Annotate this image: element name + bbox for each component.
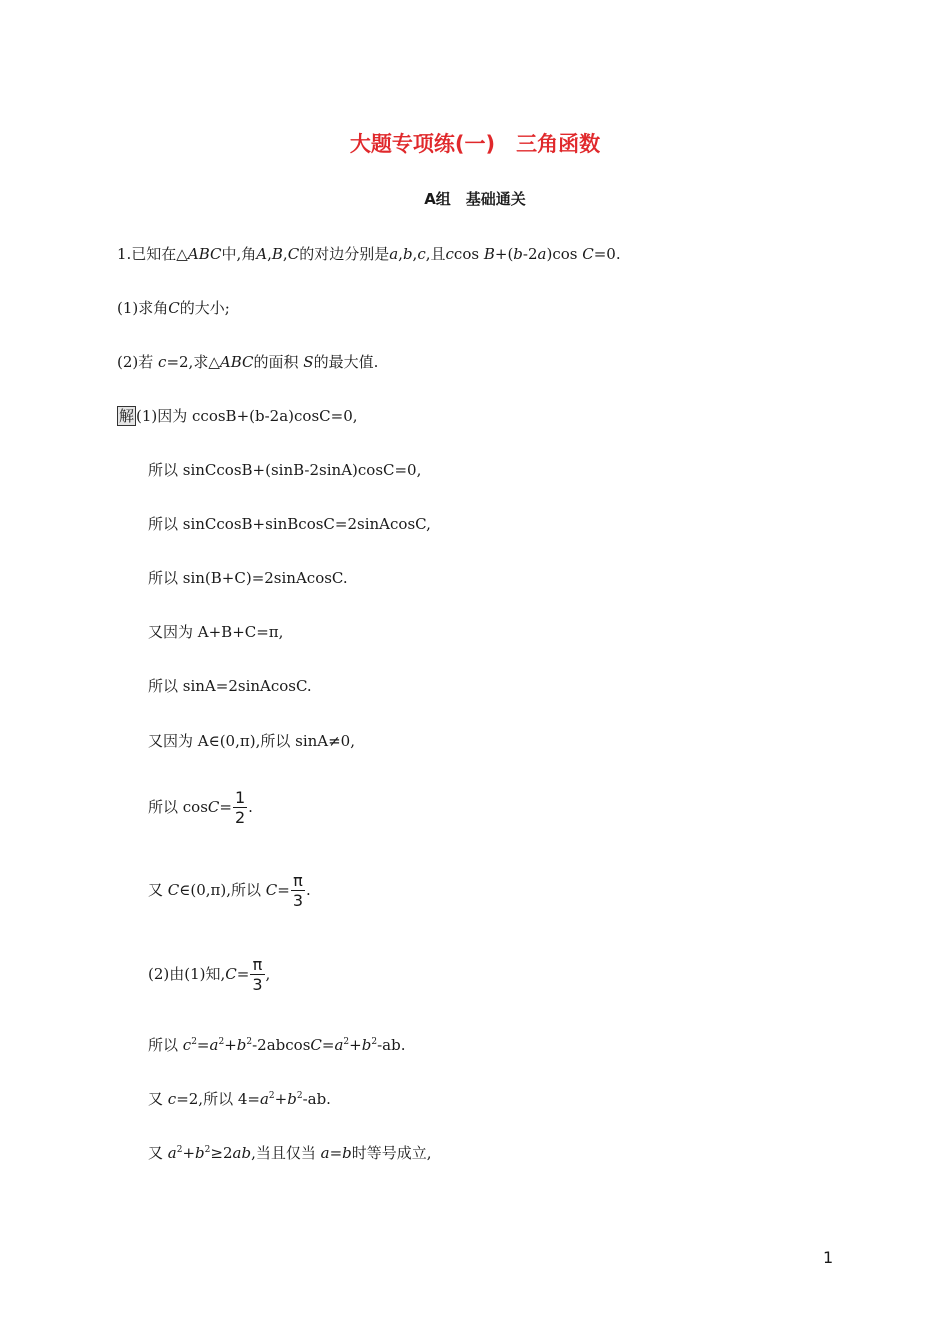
fraction-one-half: $\frac{1}{2}$ (234, 788, 246, 827)
page-number: 1 (823, 1248, 834, 1267)
problem-part-2: (2)若 c=2,求△ABC的面积 S的最大值. (117, 353, 379, 371)
solution-step-2: 所以 sinCcosB+(sinB-2sinA)cosC=0, (148, 461, 422, 479)
problem-part-1: (1)求角C的大小; (117, 299, 230, 317)
solution-step-7: 又因为 A∈(0,π),所以 sinA≠0, (148, 732, 355, 750)
solution-step-6: 所以 sinA=2sinAcosC. (148, 677, 312, 695)
section-subtitle: A组 基础通关 (424, 190, 526, 208)
solution-step-C-value: 又 C∈(0,π),所以 C= $\frac{\pi}{3}$ . (148, 871, 311, 910)
solution-substitute-c: 又 c=2,所以 $4=a^2+b^2-ab$. (148, 1090, 331, 1108)
solution-part-2-intro: (2)由(1)知,C= $\frac{\pi}{3}$ , (148, 955, 271, 994)
solution-step-1: 解 (1)因为 ccosB+(b-2a)cosC=0, (119, 407, 358, 425)
fraction-pi-over-3: $\frac{\pi}{3}$ (292, 871, 304, 910)
solution-step-cosC: 所以 cosC= $\frac{1}{2}$ . (148, 788, 253, 827)
solution-step-4: 所以 sin(B+C)=2sinAcosC. (148, 569, 348, 587)
solution-step-3: 所以 sinCcosB+sinBcosC=2sinAcosC, (148, 515, 431, 533)
page-title: 大题专项练(一) 三角函数 (349, 132, 601, 156)
solution-law-of-cosines: 所以 $c^2=a^2+b^2-2abcosC=a^2+b^2-ab$. (148, 1036, 406, 1054)
solution-inequality: 又 $a^2+b^2\ge 2ab$,当且仅当 a=b时等号成立, (148, 1144, 432, 1162)
fraction-pi-over-3-part2: $\frac{\pi}{3}$ (252, 955, 263, 994)
solution-step-5: 又因为 A+B+C=π, (148, 623, 284, 641)
solution-badge: 解 (119, 407, 135, 425)
problem-stem: 1.已知在△ABC中,角A,B,C的对边分别是a,b,c,且ccos B+(b-2a)cos C=0. (117, 245, 621, 263)
